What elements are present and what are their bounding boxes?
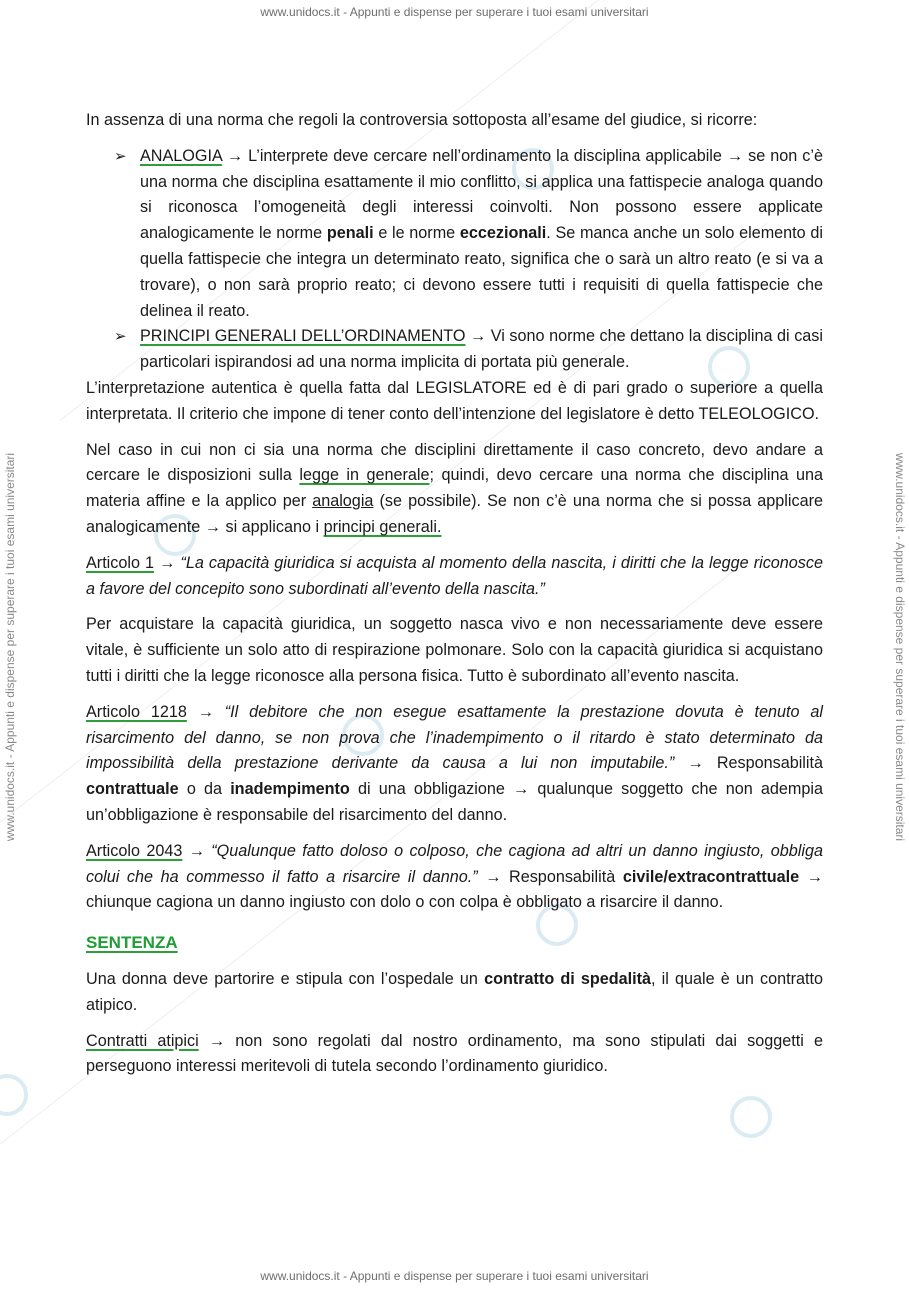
autentica-paragraph: L’interpretazione autentica è quella fatta dal LEGISLATORE ed è di pari grado o superiore a quella interpretata. Il criterio che impone di tener conto dell’intenzione del legislatore è detto TELEOLOGICO. bbox=[86, 378, 823, 423]
principi-text: → Vi sono norme che dettano la disciplina di casi particolari ispirandosi ad una norma implicita di portata più generale. bbox=[140, 327, 823, 372]
arrowhead-bullet-icon: ➢ bbox=[114, 147, 127, 165]
articolo-2043-text-a: → Responsabilità bbox=[477, 867, 623, 886]
analogia-text: → L’interprete deve cercare nell’ordinamento la disciplina applicabile → se non c’è una norma che disciplina esattamente il mio conflitto, si applica una fattispecie analoga quando si riconosca l’omogeneità degli interessi coinvolti. Non possono essere applicate analogicamente le norme bbox=[140, 146, 823, 243]
articolo-2043-paragraph bbox=[86, 839, 823, 916]
articolo-1218-text-mid: o da bbox=[178, 780, 231, 799]
caso-text-c: (se possibile). Se non c’è una norma che si possa applicare analogicamente → si applicano i bbox=[86, 492, 823, 536]
articolo-2043-quote: “Qualunque fatto doloso o colposo, che cagiona ad altri un danno ingiusto, obbliga colui che ha commesso il fatto a risarcire il danno.” bbox=[86, 841, 823, 886]
contratti-atipici-label: Contratti atipici bbox=[86, 1031, 199, 1050]
articolo-1218-paragraph bbox=[86, 700, 823, 829]
arrow-right: → bbox=[154, 553, 181, 572]
watermark-side-right: www.unidocs.it - Appunti e dispense per superare i tuoi esami universitari bbox=[893, 452, 907, 842]
articolo-1218-quote: “Il debitore che non esegue esattamente la prestazione dovuta è tenuto al risarcimento del danno, se non prova che l’inadempimento o il ritardo è stato determinato da impossibilità della prestazione derivante da causa a lui non imputabile.” bbox=[86, 702, 823, 773]
articolo-2043-text-end: → chiunque cagiona un danno ingiusto con dolo o con colpa è obbligato a risarcire il danno. bbox=[86, 867, 823, 912]
articolo-1-paragraph bbox=[86, 551, 823, 603]
bold-penali: penali bbox=[326, 224, 374, 243]
intro-paragraph: In assenza di una norma che regoli la controversia sottoposta all’esame del giudice, si ricorre: bbox=[86, 111, 758, 129]
articolo-1-quote: “La capacità giuridica si acquista al momento della nascita, i diritti che la legge riconosce a favore del concepito sono subordinati all’evento della nascita.” bbox=[86, 553, 823, 598]
sentenza-text-a: Una donna deve partorire e stipula con l’ospedale un bbox=[86, 969, 485, 988]
sentenza-heading bbox=[86, 930, 823, 957]
capacita-paragraph bbox=[86, 612, 823, 689]
capacita-text: , un soggetto nasca vivo e non necessariamente deve essere vitale, è sufficiente un solo atto di respirazione polmonare. Solo con la capacità giuridica si acquistano tutti i diritti che la legge riconosce alla persona fisica. Tutto è subordinato all’evento nascita. bbox=[86, 615, 823, 685]
bold-contratto-spedalita: contratto di spedalità bbox=[484, 969, 652, 988]
sentenza-title: SENTENZA bbox=[86, 933, 178, 953]
watermark-side-left: www.unidocs.it - Appunti e dispense per superare i tuoi esami universitari bbox=[3, 452, 17, 842]
unidocs-logo-icon bbox=[730, 1096, 772, 1138]
document-body bbox=[86, 108, 823, 1090]
sentenza-text-c: , il quale è un contratto atipico. bbox=[86, 969, 823, 1014]
bold-contrattuale: contrattuale bbox=[86, 780, 179, 799]
sources-list bbox=[86, 144, 823, 376]
articolo-1218-label: Articolo 1218 bbox=[86, 702, 187, 721]
analogia-link: analogia bbox=[312, 492, 374, 511]
analogia-text-mid: e le norme bbox=[373, 224, 460, 243]
unidocs-logo-icon bbox=[0, 1074, 28, 1116]
caso-text-a: Nel caso in cui non ci sia una norma che disciplini direttamente il caso concreto, devo andare a cercare le disposizioni sulla bbox=[86, 440, 823, 485]
articolo-1218-text-end: di una obbligazione → qualunque soggetto che non adempia un’obbligazione è responsabile del risarcimento del danno. bbox=[86, 780, 823, 824]
watermark-footer: www.unidocs.it - Appunti e dispense per superare i tuoi esami universitari bbox=[260, 1269, 649, 1283]
term-analogia: ANALOGIA bbox=[140, 146, 222, 165]
legge-generale: legge in generale bbox=[299, 466, 430, 485]
capacita-lead: Per acquistare la capacità giuridica bbox=[86, 615, 352, 634]
list-item-principi bbox=[114, 324, 823, 376]
atipici-text: → non sono regolati dal nostro ordinamento, ma sono stipulati dai soggetti e perseguono interessi meritevoli di tutela secondo l’ordinamento giuridico. bbox=[86, 1031, 824, 1076]
analogia-text-end: . Se manca anche un solo elemento di quella fattispecie che integra un determinato reato, significa che o sarà un altro reato (e si va a trovare), o non sarà proprio reato; ci devono essere tutti i requisiti di quella fattispecie che delinea il reato. bbox=[140, 224, 823, 320]
bold-inadempimento: inadempimento bbox=[230, 780, 350, 799]
arrow-right: → bbox=[182, 841, 212, 860]
atipici-paragraph bbox=[86, 1029, 823, 1081]
bold-eccezionali: eccezionali bbox=[459, 224, 547, 243]
articolo-2043-label: Articolo 2043 bbox=[86, 841, 183, 860]
bold-civile-extracontrattuale: civile/extracontrattuale bbox=[622, 867, 800, 886]
caso-text-b: ; quindi, devo cercare una norma che disciplina una materia affine e la applico per bbox=[86, 466, 823, 511]
arrow-right: → bbox=[186, 702, 225, 721]
articolo-1-label: Articolo 1 bbox=[86, 553, 155, 572]
caso-paragraph bbox=[86, 438, 823, 541]
principi-generali: principi generali. bbox=[323, 517, 442, 536]
sentenza-paragraph bbox=[86, 967, 823, 1019]
arrowhead-bullet-icon: ➢ bbox=[114, 328, 127, 346]
term-principi: PRINCIPI GENERALI DELL’ORDINAMENTO bbox=[140, 327, 466, 346]
articolo-1218-text-a: → Responsabilità bbox=[674, 754, 823, 773]
list-item-analogia bbox=[114, 144, 823, 325]
watermark-header: www.unidocs.it - Appunti e dispense per superare i tuoi esami universitari bbox=[260, 5, 649, 19]
